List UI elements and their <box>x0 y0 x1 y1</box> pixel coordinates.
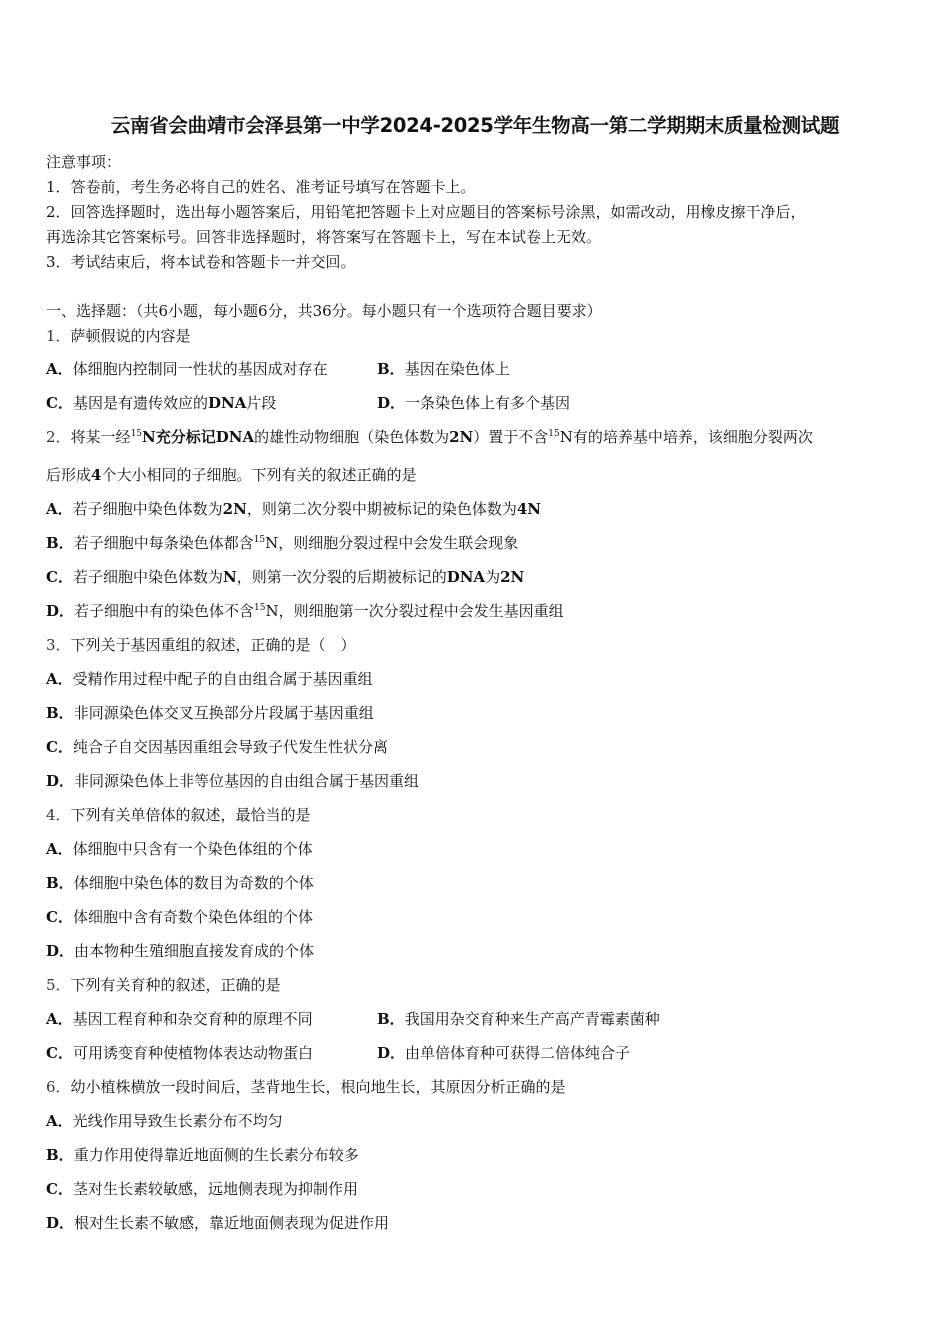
option-text: 可用诱变育种使植物体表达动物蛋白 <box>72 1044 313 1062</box>
question-text-bold: N充分标记 <box>142 428 216 446</box>
q2-option-b[interactable] <box>46 533 518 553</box>
question-text-bold: 2N <box>449 428 474 446</box>
option-label: B． <box>46 704 74 722</box>
option-label: A． <box>46 1010 73 1028</box>
option-text: 重力作用使得靠近地面侧的生长素分布较多 <box>73 1146 359 1164</box>
question-text: 后形成 <box>46 466 92 484</box>
option-label: B． <box>377 360 405 378</box>
option-text: 体细胞内控制同一性状的基因成对存在 <box>72 360 328 378</box>
option-text: 非同源染色体上非等位基因的自由组合属于基因重组 <box>74 772 420 790</box>
question-text: N有的培养基中培养，该细胞分裂两次 <box>559 428 813 446</box>
option-text: 基因是有遗传效应的 <box>72 394 208 412</box>
section-heading: 一、选择题：（共6小题，每小题6分，共36分。每小题只有一个选项符合题目要求） <box>46 302 602 320</box>
option-label: C． <box>46 568 73 586</box>
notice-heading: 注意事项： <box>46 153 122 171</box>
q2-option-c[interactable] <box>46 567 524 587</box>
option-label: B． <box>377 1010 405 1028</box>
question-text: 萨顿假说的内容是 <box>70 327 191 345</box>
option-text: 纯合子自交因基因重组会导致子代发生性状分离 <box>72 738 388 756</box>
question-text: 下列有关育种的叙述，正确的是 <box>70 976 281 994</box>
option-label: A． <box>46 670 73 688</box>
option-text: 若子细胞中染色体数为 <box>72 500 223 518</box>
option-text-bold: 2N <box>222 500 247 518</box>
question-text: 下列有关单倍体的叙述，最恰当的是 <box>70 806 311 824</box>
option-text: 一条染色体上有多个基因 <box>405 394 571 412</box>
question-4-stem <box>46 805 311 825</box>
option-text-bold: 4N <box>516 500 541 518</box>
question-number: 5． <box>46 976 71 994</box>
option-label: A． <box>46 360 73 378</box>
q4-option-b[interactable] <box>46 873 314 893</box>
question-text-bold: DNA <box>215 428 255 446</box>
question-number: 6． <box>46 1078 71 1096</box>
option-label: B． <box>46 1146 74 1164</box>
question-text: 下列关于基因重组的叙述，正确的是（ ） <box>70 636 356 654</box>
q4-option-a[interactable] <box>46 839 313 859</box>
question-3-stem <box>46 635 356 655</box>
option-text-bold: 2N <box>500 568 525 586</box>
option-text: ，则第一次分裂的后期被标记的 <box>236 568 447 586</box>
question-5-stem <box>46 975 281 995</box>
question-text: ）置于不含 <box>473 428 549 446</box>
option-label: A． <box>46 840 73 858</box>
q1-option-b[interactable] <box>377 359 510 379</box>
option-text: 受精作用过程中配子的自由组合属于基因重组 <box>72 670 373 688</box>
notice-item-2a: 2．回答选择题时，选出每小题答案后，用铅笔把答题卡上对应题目的答案标号涂黑，如需改动，用橡皮擦干净后， <box>46 203 806 221</box>
option-label: C． <box>46 1180 73 1198</box>
option-label: A． <box>46 1112 73 1130</box>
q4-option-d[interactable] <box>46 941 314 961</box>
option-label: D． <box>377 394 406 412</box>
option-label: A． <box>46 500 73 518</box>
option-text: 体细胞中只含有一个染色体组的个体 <box>72 840 313 858</box>
superscript: 15 <box>253 535 266 545</box>
option-text: 由本物种生殖细胞直接发育成的个体 <box>74 942 315 960</box>
option-text: 片段 <box>246 394 277 412</box>
question-text-bold: 4 <box>91 466 102 484</box>
notice-item-2b: 再选涂其它答案标号。回答非选择题时，将答案写在答题卡上，写在本试卷上无效。 <box>46 228 602 246</box>
option-label: C． <box>46 908 73 926</box>
option-text: 光线作用导致生长素分布不均匀 <box>72 1112 283 1130</box>
question-text: 幼小植株横放一段时间后，茎背地生长，根向地生长，其原因分析正确的是 <box>70 1078 566 1096</box>
question-2-stem-line-2 <box>46 465 416 485</box>
option-text: 若子细胞中有的染色体不含 <box>74 602 255 620</box>
option-text: N，则细胞第一次分裂过程中会发生基因重组 <box>265 602 564 620</box>
option-text: 若子细胞中染色体数为 <box>72 568 223 586</box>
question-number: 2． <box>46 428 71 446</box>
option-text: 茎对生长素较敏感，远地侧表现为抑制作用 <box>72 1180 358 1198</box>
q3-option-a[interactable] <box>46 669 373 689</box>
q2-option-a[interactable] <box>46 499 541 519</box>
q1-option-d[interactable] <box>377 393 570 413</box>
option-text: 体细胞中含有奇数个染色体组的个体 <box>72 908 313 926</box>
option-text: 根对生长素不敏感，靠近地面侧表现为促进作用 <box>74 1214 390 1232</box>
q1-option-c[interactable] <box>46 393 276 413</box>
notice-item-3: 3．考试结束后，将本试卷和答题卡一并交回。 <box>46 253 356 271</box>
question-number: 4． <box>46 806 71 824</box>
option-label: B． <box>46 534 74 552</box>
option-label: D． <box>46 942 75 960</box>
option-text-bold: DNA <box>446 568 486 586</box>
option-text: 若子细胞中每条染色体都含 <box>73 534 254 552</box>
superscript: 15 <box>130 429 143 439</box>
option-text-bold: N <box>222 568 237 586</box>
page-title: 云南省会曲靖市会泽县第一中学2024-2025学年生物高一第二学期期末质量检测试题 <box>110 114 840 137</box>
q6-option-d[interactable] <box>46 1213 389 1233</box>
question-2-stem-line-1 <box>46 427 813 447</box>
option-text: N，则细胞分裂过程中会发生联会现象 <box>265 534 519 552</box>
option-label: D． <box>46 1214 75 1232</box>
question-text: 将某一经 <box>70 428 131 446</box>
q4-option-c[interactable] <box>46 907 313 927</box>
option-label: B． <box>46 874 74 892</box>
question-number: 3． <box>46 636 71 654</box>
option-text: 由单倍体育种可获得二倍体纯合子 <box>405 1044 631 1062</box>
q1-option-a[interactable] <box>46 359 328 379</box>
q6-option-b[interactable] <box>46 1145 359 1165</box>
q6-option-a[interactable] <box>46 1111 283 1131</box>
option-label: C． <box>46 394 73 412</box>
option-label: D． <box>377 1044 406 1062</box>
notice-item-1: 1．答卷前，考生务必将自己的姓名、准考证号填写在答题卡上。 <box>46 178 476 196</box>
superscript: 15 <box>548 429 560 439</box>
option-text: 为 <box>485 568 501 586</box>
q5-option-b[interactable] <box>377 1009 660 1029</box>
option-text: 我国用杂交育种来生产高产青霉素菌种 <box>404 1010 660 1028</box>
q6-option-c[interactable] <box>46 1179 358 1199</box>
question-6-stem <box>46 1077 566 1097</box>
question-1-stem <box>46 326 191 346</box>
q3-option-c[interactable] <box>46 737 388 757</box>
question-text: 个大小相同的子细胞。下列有关的叙述正确的是 <box>101 466 417 484</box>
option-label: C． <box>46 738 73 756</box>
option-label: D． <box>46 772 75 790</box>
option-text: 基因在染色体上 <box>404 360 510 378</box>
question-text: 的雄性动物细胞（染色体数为 <box>254 428 450 446</box>
q5-option-a[interactable] <box>46 1009 313 1029</box>
q3-option-d[interactable] <box>46 771 419 791</box>
option-text: 非同源染色体交叉互换部分片段属于基因重组 <box>73 704 374 722</box>
superscript: 15 <box>254 603 266 613</box>
q5-option-d[interactable] <box>377 1043 630 1063</box>
option-text: 体细胞中染色体的数目为奇数的个体 <box>73 874 314 892</box>
q5-option-c[interactable] <box>46 1043 313 1063</box>
option-text: ，则第二次分裂中期被标记的染色体数为 <box>246 500 517 518</box>
question-number: 1． <box>46 327 71 345</box>
option-text-bold: DNA <box>207 394 247 412</box>
q3-option-b[interactable] <box>46 703 374 723</box>
q2-option-d[interactable] <box>46 601 564 621</box>
option-label: C． <box>46 1044 73 1062</box>
option-label: D． <box>46 602 75 620</box>
option-text: 基因工程育种和杂交育种的原理不同 <box>72 1010 313 1028</box>
